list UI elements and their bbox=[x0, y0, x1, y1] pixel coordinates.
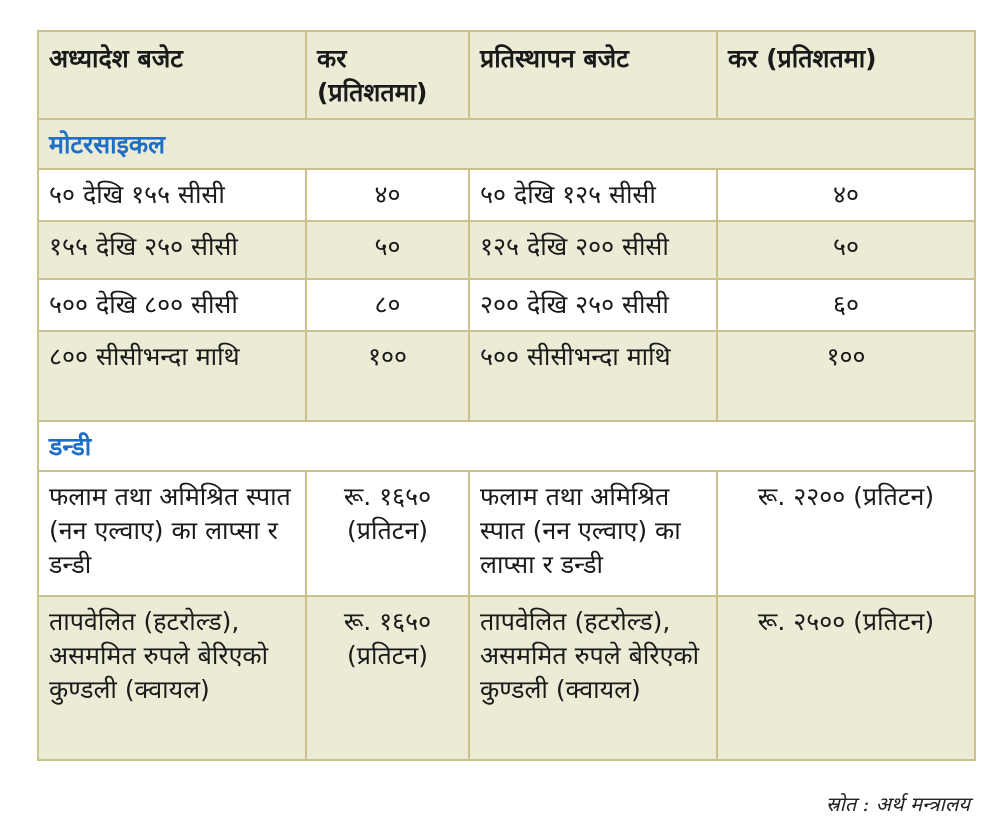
header-tax-percent-1: कर (प्रतिशतमा) bbox=[306, 31, 469, 119]
table-row bbox=[38, 221, 975, 279]
section-title-motorcycle: मोटरसाइकल bbox=[38, 119, 975, 169]
cell: तापवेलित (हटरोल्ड), असममित रुपले बेरिएको कुण्डली (क्वायल) bbox=[38, 596, 306, 760]
cell: ८० bbox=[306, 279, 469, 331]
section-row-motorcycle bbox=[38, 119, 975, 169]
cell: ५० bbox=[306, 221, 469, 279]
cell: १५५ देखि २५० सीसी bbox=[38, 221, 306, 279]
cell: फलाम तथा अमिश्रित स्पात (नन एल्वाए) का लाप्सा र डन्डी bbox=[38, 471, 306, 596]
cell: ५० bbox=[717, 221, 975, 279]
cell: ५० देखि १५५ सीसी bbox=[38, 169, 306, 221]
cell: ८०० सीसीभन्दा माथि bbox=[38, 331, 306, 421]
header-tax-percent-2: कर (प्रतिशतमा) bbox=[717, 31, 975, 119]
section-title-rod: डन्डी bbox=[38, 421, 975, 471]
cell: १०० bbox=[717, 331, 975, 421]
cell: ५० देखि १२५ सीसी bbox=[469, 169, 717, 221]
cell: रू. १६५० (प्रतिटन) bbox=[306, 596, 469, 760]
cell: रू. १६५० (प्रतिटन) bbox=[306, 471, 469, 596]
cell: ४० bbox=[306, 169, 469, 221]
header-replacement-budget: प्रतिस्थापन बजेट bbox=[469, 31, 717, 119]
table-row bbox=[38, 169, 975, 221]
cell: फलाम तथा अमिश्रित स्पात (नन एल्वाए) का लाप्सा र डन्डी bbox=[469, 471, 717, 596]
cell: ५०० सीसीभन्दा माथि bbox=[469, 331, 717, 421]
cell: ५०० देखि ८०० सीसी bbox=[38, 279, 306, 331]
cell: तापवेलित (हटरोल्ड), असममित रुपले बेरिएको कुण्डली (क्वायल) bbox=[469, 596, 717, 760]
cell: ६० bbox=[717, 279, 975, 331]
cell: २०० देखि २५० सीसी bbox=[469, 279, 717, 331]
budget-tax-table bbox=[37, 30, 976, 761]
cell: ४० bbox=[717, 169, 975, 221]
cell: रू. २२०० (प्रतिटन) bbox=[717, 471, 975, 596]
table-row bbox=[38, 471, 975, 596]
table-row bbox=[38, 331, 975, 421]
table-header-row bbox=[38, 31, 975, 119]
table-row bbox=[38, 279, 975, 331]
cell: १०० bbox=[306, 331, 469, 421]
cell: रू. २५०० (प्रतिटन) bbox=[717, 596, 975, 760]
cell: १२५ देखि २०० सीसी bbox=[469, 221, 717, 279]
source-note: स्रोत : अर्थ मन्त्रालय bbox=[825, 792, 970, 816]
table-row bbox=[38, 596, 975, 760]
header-ordinance-budget: अध्यादेश बजेट bbox=[38, 31, 306, 119]
section-row-rod bbox=[38, 421, 975, 471]
